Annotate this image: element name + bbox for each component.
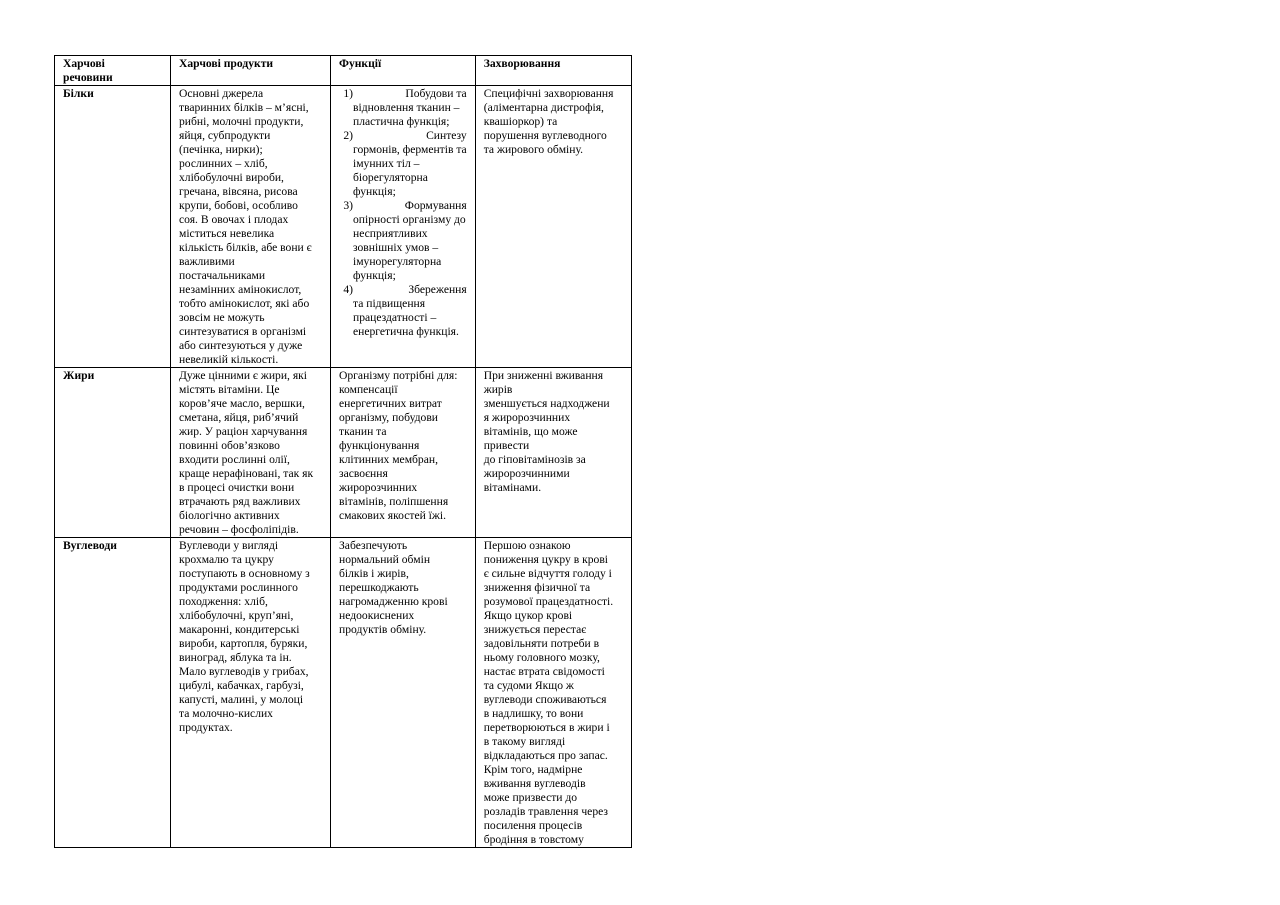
functions-line: смакових якостей їжі. [339, 509, 447, 522]
header-nutrient-line: речовини [63, 71, 113, 84]
diseases-cell [475, 538, 631, 848]
products-line: хлібобулочні, круп’яні, [179, 609, 294, 622]
products-line: вироби, картопля, буряки, [179, 637, 308, 650]
function-line: біорегуляторна [353, 171, 428, 184]
nutrition-table [54, 55, 632, 848]
products-line: походження: хліб, [179, 595, 268, 608]
products-line: макаронні, кондитерські [179, 623, 300, 636]
products-line: крупи, бобові, особливо [179, 199, 298, 212]
diseases-line: квашіоркор) та [483, 115, 558, 128]
diseases-line: настає втрата свідомості [483, 665, 605, 678]
function-first-line: Збереження [408, 283, 467, 296]
diseases-line: бродіння в товстому [483, 833, 584, 846]
functions-line: продуктів обміну. [339, 623, 427, 636]
functions-line: білків і жирів, [339, 567, 409, 580]
functions-line: Забезпечують [339, 539, 408, 552]
function-number: 3) [343, 199, 353, 212]
diseases-line: до гіповітамінозів за [483, 453, 586, 466]
products-line: крохмалю та цукру [179, 553, 274, 566]
function-item [339, 199, 467, 283]
functions-line: перешкоджають [339, 581, 419, 594]
function-line: пластична функція; [353, 115, 450, 128]
function-line: відновлення тканин – [353, 101, 460, 114]
products-line: невеликій кількості. [179, 353, 279, 366]
table-row [55, 368, 632, 538]
products-line: рослинних – хліб, [179, 157, 268, 170]
diseases-line: вуглеводи споживаються [483, 693, 607, 706]
products-line: соя. В овочах і плодах [179, 213, 289, 226]
diseases-line: перетворюються в жири і [483, 721, 610, 734]
function-line: працездатності – [353, 311, 437, 324]
products-line: капусті, малині, у молоці [179, 693, 304, 706]
products-line: жир. У раціон харчування [179, 425, 308, 438]
products-line: синтезуватися в організмі [179, 325, 307, 338]
diseases-line: ньому головного мозку, [483, 651, 600, 664]
diseases-line: Специфічні захворювання [483, 87, 614, 100]
functions-cell [331, 368, 476, 538]
functions-line: функціонування [339, 439, 420, 452]
diseases-line: розумової працездатності. [483, 595, 614, 608]
functions-line: вітамінів, поліпшення [339, 495, 449, 508]
function-first-line: Синтезу [426, 129, 467, 142]
functions-line: нормальний обмін [339, 553, 431, 566]
functions-line: недоокиснених [339, 609, 415, 622]
header-functions: Функції [331, 56, 476, 86]
function-text [353, 283, 467, 339]
diseases-line: знижується перестає [483, 623, 587, 636]
functions-cell [331, 538, 476, 848]
products-line: в процесі очистки вони [179, 481, 295, 494]
diseases-line: вітамінів, що може [483, 425, 578, 438]
table-header-row [55, 56, 632, 86]
diseases-line: відкладаються про запас. [483, 749, 608, 762]
products-line: містять вітаміни. Це [179, 383, 280, 396]
diseases-cell [475, 86, 631, 368]
diseases-line: може призвести до [483, 791, 578, 804]
diseases-line: та судоми Якщо ж [483, 679, 574, 692]
diseases-line: вітамінами. [483, 481, 542, 494]
products-line: міститься невелика [179, 227, 275, 240]
diseases-line: розладів травлення через [483, 805, 608, 818]
functions-line: енергетичних витрат [339, 397, 442, 410]
products-line: або синтезуються у дуже [179, 339, 303, 352]
products-line: тваринних білків – м’ясні, [179, 101, 309, 114]
functions-line: компенсації [339, 383, 398, 396]
diseases-line: є сильне відчуття голоду і [483, 567, 612, 580]
diseases-line: При зниженні вживання [483, 369, 604, 382]
header-products: Харчові продукти [171, 56, 331, 86]
products-line: хлібобулочні вироби, [179, 171, 284, 184]
diseases-line: привести [483, 439, 530, 452]
function-first-line: Побудови та [405, 87, 467, 100]
products-line: коров’яче масло, вершки, [179, 397, 305, 410]
function-line: опірності організму до [353, 213, 466, 226]
products-line: продуктах. [179, 721, 233, 734]
products-line: кількість білків, абе вони є [179, 241, 312, 254]
function-text [353, 129, 467, 199]
function-line: функція; [353, 185, 396, 198]
products-line: Мало вуглеводів у грибах, [179, 665, 309, 678]
products-line: (печінка, нирки); [179, 143, 263, 156]
diseases-line: жирів [483, 383, 513, 396]
products-line: тобто амінокислот, які або [179, 297, 310, 310]
function-text [353, 87, 467, 129]
products-line: гречана, вівсяна, рисова [179, 185, 298, 198]
diseases-line: жиророзчинними [483, 467, 570, 480]
function-line: зовнішніх умов – [353, 241, 439, 254]
products-line: сметана, яйця, риб’ячий [179, 411, 299, 424]
diseases-line: (аліментарна дистрофія, [483, 101, 604, 114]
function-line: та підвищення [353, 297, 426, 310]
products-line: Вуглеводи у вигляді [179, 539, 279, 552]
nutrient-name: Вуглеводи [55, 538, 171, 848]
function-line: імунних тіл – [353, 157, 420, 170]
products-line: незамінних амінокислот, [179, 283, 302, 296]
functions-line: організму, побудови [339, 411, 439, 424]
function-item [339, 87, 467, 129]
products-line: важливими [179, 255, 235, 268]
diseases-line: Першою ознакою [483, 539, 571, 552]
header-nutrient-line: Харчові [63, 57, 105, 70]
diseases-line: вживання вуглеводів [483, 777, 586, 790]
products-line: втрачають ряд важливих [179, 495, 301, 508]
products-line: Основні джерела [179, 87, 264, 100]
function-line: несприятливих [353, 227, 428, 240]
nutrient-name: Жири [55, 368, 171, 538]
products-line: яйця, субпродукти [179, 129, 271, 142]
function-first-line: Формування [404, 199, 467, 212]
function-line: гормонів, ферментів та [353, 143, 467, 156]
diseases-line: Якщо цукор крові [483, 609, 573, 622]
function-line: імунорегуляторна [353, 255, 442, 268]
products-cell [171, 86, 331, 368]
products-line: виноград, яблука та ін. [179, 651, 292, 664]
diseases-line: посилення процесів [483, 819, 583, 832]
products-line: зовсім не можуть [179, 311, 265, 324]
products-cell [171, 538, 331, 848]
function-line: функція; [353, 269, 396, 282]
products-line: Дуже цінними є жири, які [179, 369, 308, 382]
products-line: речовин – фосфоліпідів. [179, 523, 299, 536]
function-number: 4) [343, 283, 353, 296]
products-line: та молочно-кислих [179, 707, 273, 720]
functions-cell [331, 86, 476, 368]
diseases-line: порушення вуглеводного [483, 129, 607, 142]
diseases-line: задовільняти потреби в [483, 637, 600, 650]
products-line: повинні обов’язково [179, 439, 280, 452]
function-number: 1) [343, 87, 353, 100]
functions-line: клітинних мембран, [339, 453, 438, 466]
products-line: продуктами рослинного [179, 581, 298, 594]
diseases-cell [475, 368, 631, 538]
function-item [339, 283, 467, 339]
products-line: входити рослинні олії, [179, 453, 290, 466]
header-diseases: Захворювання [475, 56, 631, 86]
products-line: краще нерафіновані, так як [179, 467, 314, 480]
table-row [55, 86, 632, 368]
diseases-line: пониження цукру в крові [483, 553, 609, 566]
functions-line: жиророзчинних [339, 481, 418, 494]
diseases-line: зниження фізичної та [483, 581, 591, 594]
diseases-line: та жирового обміну. [483, 143, 583, 156]
diseases-line: в такому вигляді [483, 735, 566, 748]
function-item [339, 129, 467, 199]
products-line: цибулі, кабачках, гарбузі, [179, 679, 304, 692]
functions-line: засвоєння [339, 467, 388, 480]
products-line: рибні, молочні продукти, [179, 115, 304, 128]
header-nutrient [55, 56, 171, 86]
products-line: біологічно активних [179, 509, 280, 522]
diseases-line: в надлишку, то вони [483, 707, 584, 720]
function-line: енергетична функція. [353, 325, 459, 338]
functions-line: нагромадженню крові [339, 595, 448, 608]
functions-line: тканин та [339, 425, 387, 438]
diseases-line: я жиророзчинних [483, 411, 571, 424]
function-number: 2) [343, 129, 353, 142]
products-line: поступають в основному з [179, 567, 310, 580]
diseases-line: зменшується надходжени [483, 397, 610, 410]
nutrient-name: Білки [55, 86, 171, 368]
functions-line: Організму потрібні для: [339, 369, 458, 382]
table-row [55, 538, 632, 848]
products-line: постачальниками [179, 269, 266, 282]
products-cell [171, 368, 331, 538]
diseases-line: Крім того, надмірне [483, 763, 583, 776]
function-text [353, 199, 467, 283]
